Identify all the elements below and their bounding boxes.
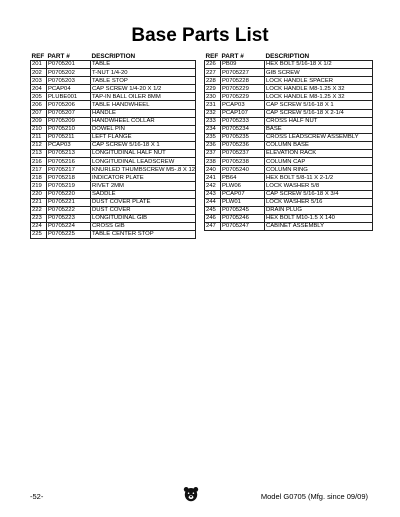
cell-part: P0705203 <box>47 77 91 85</box>
cell-ref: 226 <box>205 61 221 69</box>
cell-ref: 237 <box>205 150 221 158</box>
cell-description: TABLE STOP <box>91 77 196 85</box>
cell-ref: 236 <box>205 141 221 149</box>
cell-part: P0705247 <box>221 222 265 230</box>
table-row <box>31 69 196 77</box>
cell-part: P0705246 <box>221 214 265 222</box>
cell-part: PLUBE001 <box>47 93 91 101</box>
cell-ref: 224 <box>31 222 47 230</box>
cell-description: BASE <box>265 125 373 133</box>
cell-description: GIB SCREW <box>265 69 373 77</box>
cell-ref: 242 <box>205 182 221 190</box>
cell-description: ELEVATION RACK <box>265 150 373 158</box>
cell-part: PCAP04 <box>47 85 91 93</box>
cell-ref: 233 <box>205 117 221 125</box>
cell-ref: 203 <box>31 77 47 85</box>
header-part: PART # <box>47 52 70 60</box>
cell-description: HANDWHEEL COLLAR <box>91 117 196 125</box>
cell-description: CAP SCREW 5/16-18 X 3/4 <box>265 190 373 198</box>
cell-ref: 245 <box>205 206 221 214</box>
cell-ref: 201 <box>31 61 47 69</box>
cell-description: CROSS LEADSCREW ASSEMBLY <box>265 133 373 141</box>
cell-part: P0705220 <box>47 190 91 198</box>
table-row <box>31 158 196 166</box>
cell-ref: 229 <box>205 85 221 93</box>
grizzly-bear-logo-icon <box>183 486 199 502</box>
cell-ref: 221 <box>31 198 47 206</box>
cell-part: P0705240 <box>221 166 265 174</box>
table-row <box>205 101 373 109</box>
cell-part: P0705235 <box>221 133 265 141</box>
cell-part: P0705213 <box>47 150 91 158</box>
cell-ref: 212 <box>31 141 47 149</box>
cell-part: P0705219 <box>47 182 91 190</box>
cell-description: LEFT FLANGE <box>91 133 196 141</box>
table-row <box>31 77 196 85</box>
table-row <box>31 174 196 182</box>
table-row <box>31 206 196 214</box>
cell-ref: 222 <box>31 206 47 214</box>
parts-table-right-container <box>204 52 373 231</box>
cell-part: PLW01 <box>221 198 265 206</box>
table-row <box>205 190 373 198</box>
page-title: Base Parts List <box>131 25 269 46</box>
cell-ref: 238 <box>205 158 221 166</box>
cell-ref: 241 <box>205 174 221 182</box>
parts-table-left-container <box>30 52 196 239</box>
cell-description: HEX BOLT 5/16-18 X 1/2 <box>265 61 373 69</box>
cell-part: P0705222 <box>47 206 91 214</box>
table-row <box>31 125 196 133</box>
cell-part: P0705229 <box>221 85 265 93</box>
cell-description: T-NUT 1/4-20 <box>91 69 196 77</box>
cell-ref: 228 <box>205 77 221 85</box>
cell-ref: 246 <box>205 214 221 222</box>
cell-description: HEX BOLT M10-1.5 X 140 <box>265 214 373 222</box>
cell-part: P0705223 <box>47 214 91 222</box>
cell-ref: 210 <box>31 125 47 133</box>
cell-description: LONGITUDINAL GIB <box>91 214 196 222</box>
table-row <box>31 150 196 158</box>
cell-part: P0705234 <box>221 125 265 133</box>
cell-description: DRAIN PLUG <box>265 206 373 214</box>
cell-ref: 247 <box>205 222 221 230</box>
cell-description: DUST COVER PLATE <box>91 198 196 206</box>
cell-part: PCAP03 <box>47 141 91 149</box>
cell-part: P0705201 <box>47 61 91 69</box>
table-row <box>31 133 196 141</box>
table-row <box>31 198 196 206</box>
cell-ref: 211 <box>31 133 47 141</box>
cell-description: LOCK HANDLE M8-1.25 X 32 <box>265 93 373 101</box>
cell-description: CAP SCREW 1/4-20 X 1/2 <box>91 85 196 93</box>
table-row <box>31 214 196 222</box>
table-row <box>205 93 373 101</box>
cell-description: INDICATOR PLATE <box>91 174 196 182</box>
cell-part: P0705216 <box>47 158 91 166</box>
table-row <box>205 125 373 133</box>
cell-ref: 217 <box>31 166 47 174</box>
cell-ref: 230 <box>205 93 221 101</box>
table-row <box>31 117 196 125</box>
cell-part: PB09 <box>221 61 265 69</box>
cell-ref: 227 <box>205 69 221 77</box>
table-row <box>205 109 373 117</box>
cell-part: P0705224 <box>47 222 91 230</box>
cell-description: LOCK WASHER 5/8 <box>265 182 373 190</box>
table-row <box>205 77 373 85</box>
cell-ref: 235 <box>205 133 221 141</box>
cell-part: P0705206 <box>47 101 91 109</box>
table-row <box>31 182 196 190</box>
cell-description: LOCK WASHER 5/16 <box>265 198 373 206</box>
table-row <box>205 182 373 190</box>
header-ref: REF <box>31 52 45 60</box>
table-row <box>31 190 196 198</box>
cell-ref: 216 <box>31 158 47 166</box>
table-row <box>205 158 373 166</box>
cell-description: CAP SCREW 5/16-18 X 2-1/4 <box>265 109 373 117</box>
cell-part: P0705228 <box>221 77 265 85</box>
cell-description: LONGITUDINAL LEADSCREW <box>91 158 196 166</box>
cell-part: P0705218 <box>47 174 91 182</box>
page-number: -52- <box>30 492 44 501</box>
cell-ref: 218 <box>31 174 47 182</box>
table-row <box>205 198 373 206</box>
cell-description: LONGITUDINAL HALF NUT <box>91 150 196 158</box>
table-row <box>205 61 373 69</box>
table-row <box>31 93 196 101</box>
table-row <box>31 166 196 174</box>
cell-ref: 209 <box>31 117 47 125</box>
cell-description: COLUMN BASE <box>265 141 373 149</box>
cell-description: KNURLED THUMBSCREW M5-.8 X 12 <box>92 166 195 173</box>
cell-part: P0705237 <box>221 150 265 158</box>
cell-part: PCAP107 <box>221 109 265 117</box>
cell-part: P0705245 <box>221 206 265 214</box>
table-row <box>205 117 373 125</box>
cell-description: COLUMN RING <box>265 166 373 174</box>
cell-part: PLW06 <box>221 182 265 190</box>
cell-part: P0705207 <box>47 109 91 117</box>
table-row <box>205 166 373 174</box>
cell-ref: 213 <box>31 150 47 158</box>
cell-part: P0705236 <box>221 141 265 149</box>
table-row <box>205 85 373 93</box>
cell-description: LOCK HANDLE SPACER <box>265 77 373 85</box>
cell-ref: 232 <box>205 109 221 117</box>
cell-part: P0705238 <box>221 158 265 166</box>
cell-description: TAP-IN BALL OILER 8MM <box>91 93 196 101</box>
cell-part: P0705229 <box>221 93 265 101</box>
cell-ref: 202 <box>31 69 47 77</box>
table-row <box>31 85 196 93</box>
cell-ref: 206 <box>31 101 47 109</box>
cell-description: RIVET 2MM <box>91 182 196 190</box>
cell-part: P0705233 <box>221 117 265 125</box>
cell-part: P0705217 <box>47 166 91 174</box>
cell-ref: 231 <box>205 101 221 109</box>
cell-ref: 207 <box>31 109 47 117</box>
cell-part: P0705225 <box>47 230 91 238</box>
cell-part: P0705210 <box>47 125 91 133</box>
cell-part: PCAP07 <box>221 190 265 198</box>
cell-description: COLUMN CAP <box>265 158 373 166</box>
table-row <box>205 214 373 222</box>
table-row <box>31 230 196 238</box>
table-row <box>31 141 196 149</box>
cell-description: DUST COVER <box>91 206 196 214</box>
cell-part: P0705221 <box>47 198 91 206</box>
cell-part: PB64 <box>221 174 265 182</box>
table-row <box>205 141 373 149</box>
cell-description: SADDLE <box>91 190 196 198</box>
cell-description: CROSS GIB <box>91 222 196 230</box>
cell-ref: 244 <box>205 198 221 206</box>
header-ref: REF <box>205 52 219 60</box>
cell-ref: 240 <box>205 166 221 174</box>
cell-part: P0705211 <box>47 133 91 141</box>
header-description: DESCRIPTION <box>91 52 136 60</box>
cell-part: P0705209 <box>47 117 91 125</box>
cell-description: CAP SCREW 5/16-18 X 1 <box>91 141 196 149</box>
cell-ref: 205 <box>31 93 47 101</box>
cell-ref: 243 <box>205 190 221 198</box>
table-row <box>31 222 196 230</box>
cell-ref: 225 <box>31 230 47 238</box>
header-part: PART # <box>221 52 244 60</box>
cell-description: CAP SCREW 5/16-18 X 1 <box>265 101 373 109</box>
cell-ref: 204 <box>31 85 47 93</box>
cell-description: LOCK HANDLE M8-1.25 X 32 <box>265 85 373 93</box>
cell-description: TABLE HANDWHEEL <box>91 101 196 109</box>
model-info: Model G0705 (Mfg. since 09/09) <box>260 492 368 501</box>
cell-part: P0705227 <box>221 69 265 77</box>
parts-table-left <box>30 52 196 239</box>
cell-part: P0705202 <box>47 69 91 77</box>
table-row <box>205 222 373 230</box>
header-description: DESCRIPTION <box>265 52 310 60</box>
table-header-row <box>31 52 196 61</box>
table-row <box>205 133 373 141</box>
cell-description: CROSS HALF NUT <box>265 117 373 125</box>
table-header-row <box>205 52 373 61</box>
cell-ref: 220 <box>31 190 47 198</box>
cell-description: HANDLE <box>91 109 196 117</box>
cell-description: TABLE <box>91 61 196 69</box>
cell-description: CABINET ASSEMBLY <box>265 222 373 230</box>
table-row <box>31 101 196 109</box>
table-row <box>31 109 196 117</box>
table-row <box>205 206 373 214</box>
table-row <box>205 150 373 158</box>
table-row <box>205 69 373 77</box>
cell-ref: 234 <box>205 125 221 133</box>
cell-ref: 223 <box>31 214 47 222</box>
cell-part: PCAP03 <box>221 101 265 109</box>
cell-ref: 219 <box>31 182 47 190</box>
cell-description: HEX BOLT 5/8-11 X 2-1/2 <box>265 174 373 182</box>
cell-description: TABLE CENTER STOP <box>91 230 196 238</box>
table-row <box>205 174 373 182</box>
parts-table-right <box>204 52 373 231</box>
table-row <box>31 61 196 69</box>
cell-description: DOWEL PIN <box>91 125 196 133</box>
